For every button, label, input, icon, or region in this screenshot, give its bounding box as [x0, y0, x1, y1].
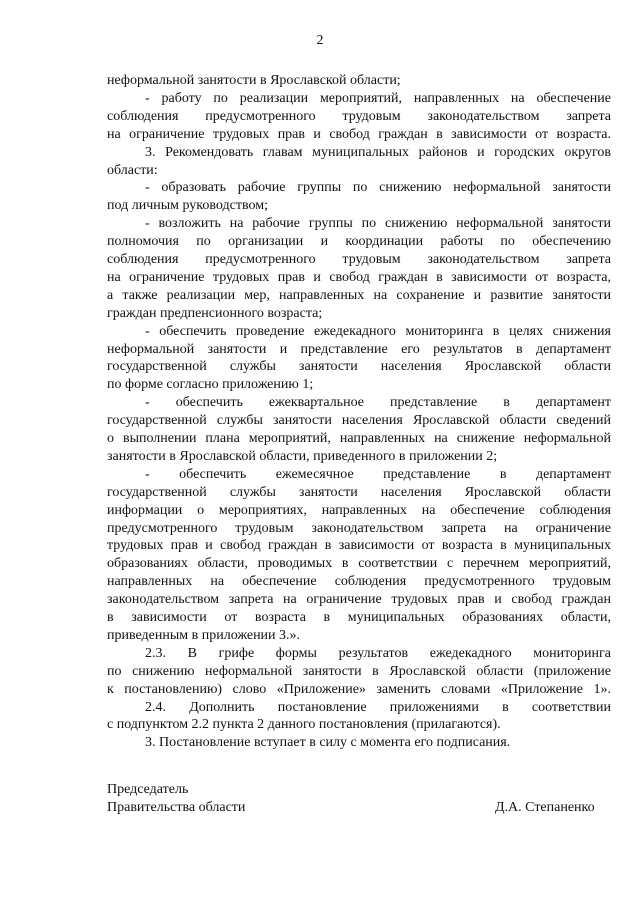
- text-line: а также реализации мер, направленных на сохранение и развитие занятости: [107, 287, 611, 303]
- text-line: области:: [107, 162, 158, 178]
- text-line: государственной службы занятости населения Ярославской области: [107, 359, 611, 375]
- text-line: по форме согласно приложению 1;: [107, 377, 314, 393]
- text-line: с подпунктом 2.2 пункта 2 данного постановления (прилагаются).: [107, 717, 501, 733]
- text-line: приведенным в приложении 3.».: [107, 627, 301, 643]
- signature-name: Д.А. Степаненко: [495, 800, 595, 815]
- text-line: образованиях области, проводимых в соответствии с перечнем мероприятий,: [107, 556, 611, 572]
- text-line: трудовых прав и свобод граждан в зависимости от возраста в муниципальных: [107, 538, 611, 554]
- text-line: направленных на обеспечение соблюдения предусмотренного трудовым: [107, 574, 611, 590]
- signature-position-line1: Председатель: [107, 782, 189, 797]
- text-line: 3. Рекомендовать главам муниципальных районов и городских округов: [145, 144, 611, 160]
- text-line: на ограничение трудовых прав и свобод граждан в зависимости от возраста,: [107, 269, 611, 285]
- text-line: граждан предпенсионного возраста;: [107, 305, 323, 321]
- text-line: предусмотренного трудовым законодательством запрета на ограничение: [107, 520, 611, 536]
- text-line: занятости в Ярославской области, приведенного в приложении 2;: [107, 448, 498, 464]
- text-line: государственной службы занятости населения Ярославской области: [107, 484, 611, 500]
- text-line: 2.3. В грифе формы результатов ежедекадного мониторинга: [145, 645, 611, 661]
- text-line: государственной службы занятости населения Ярославской области сведений: [107, 413, 611, 429]
- signature-position-line2: Правительства области: [107, 800, 246, 815]
- text-line: - возложить на рабочие группы по снижению неформальной занятости: [145, 216, 611, 232]
- text-line: к постановлению) слово «Приложение» заменить словами «Приложение 1».: [107, 681, 611, 697]
- text-line: под личным руководством;: [107, 198, 268, 214]
- text-line: соблюдения предусмотренного трудовым законодательством запрета: [107, 108, 611, 124]
- text-line: - образовать рабочие группы по снижению неформальной занятости: [145, 180, 611, 196]
- text-line: 3. Постановление вступает в силу с момента его подписания.: [145, 735, 511, 751]
- text-line: соблюдения предусмотренного трудовым законодательством запрета: [107, 252, 611, 267]
- text-line: информации о мероприятиях, направленных на обеспечение соблюдения: [107, 502, 611, 518]
- text-line: 2.4. Дополнить постановление приложениями в соответствии: [145, 699, 611, 715]
- text-line: полномочия по организации и координации работы по обеспечению: [107, 234, 611, 250]
- text-line: - обеспечить ежеквартальное представление в департамент: [145, 395, 611, 411]
- text-line: в зависимости от возраста в муниципальных образованиях области,: [107, 610, 611, 625]
- page-number: 2: [316, 33, 324, 48]
- text-line: о выполнении плана мероприятий, направленных на снижение неформальной: [107, 431, 611, 446]
- text-line: на ограничение трудовых прав и свобод граждан в зависимости от возраста.: [107, 126, 611, 142]
- text-line: неформальной занятости в Ярославской области;: [107, 73, 401, 88]
- text-line: - обеспечить проведение ежедекадного мониторинга в целях снижения: [145, 323, 611, 339]
- text-line: - обеспечить ежемесячное представление в департамент: [145, 466, 611, 482]
- text-line: неформальной занятости и представление его результатов в департамент: [107, 341, 611, 357]
- text-line: по снижению неформальной занятости в Ярославской области (приложение: [107, 663, 611, 679]
- text-line: - работу по реализации мероприятий, направленных на обеспечение: [145, 90, 611, 106]
- text-line: законодательством запрета на ограничение трудовых прав и свобод граждан: [107, 592, 611, 608]
